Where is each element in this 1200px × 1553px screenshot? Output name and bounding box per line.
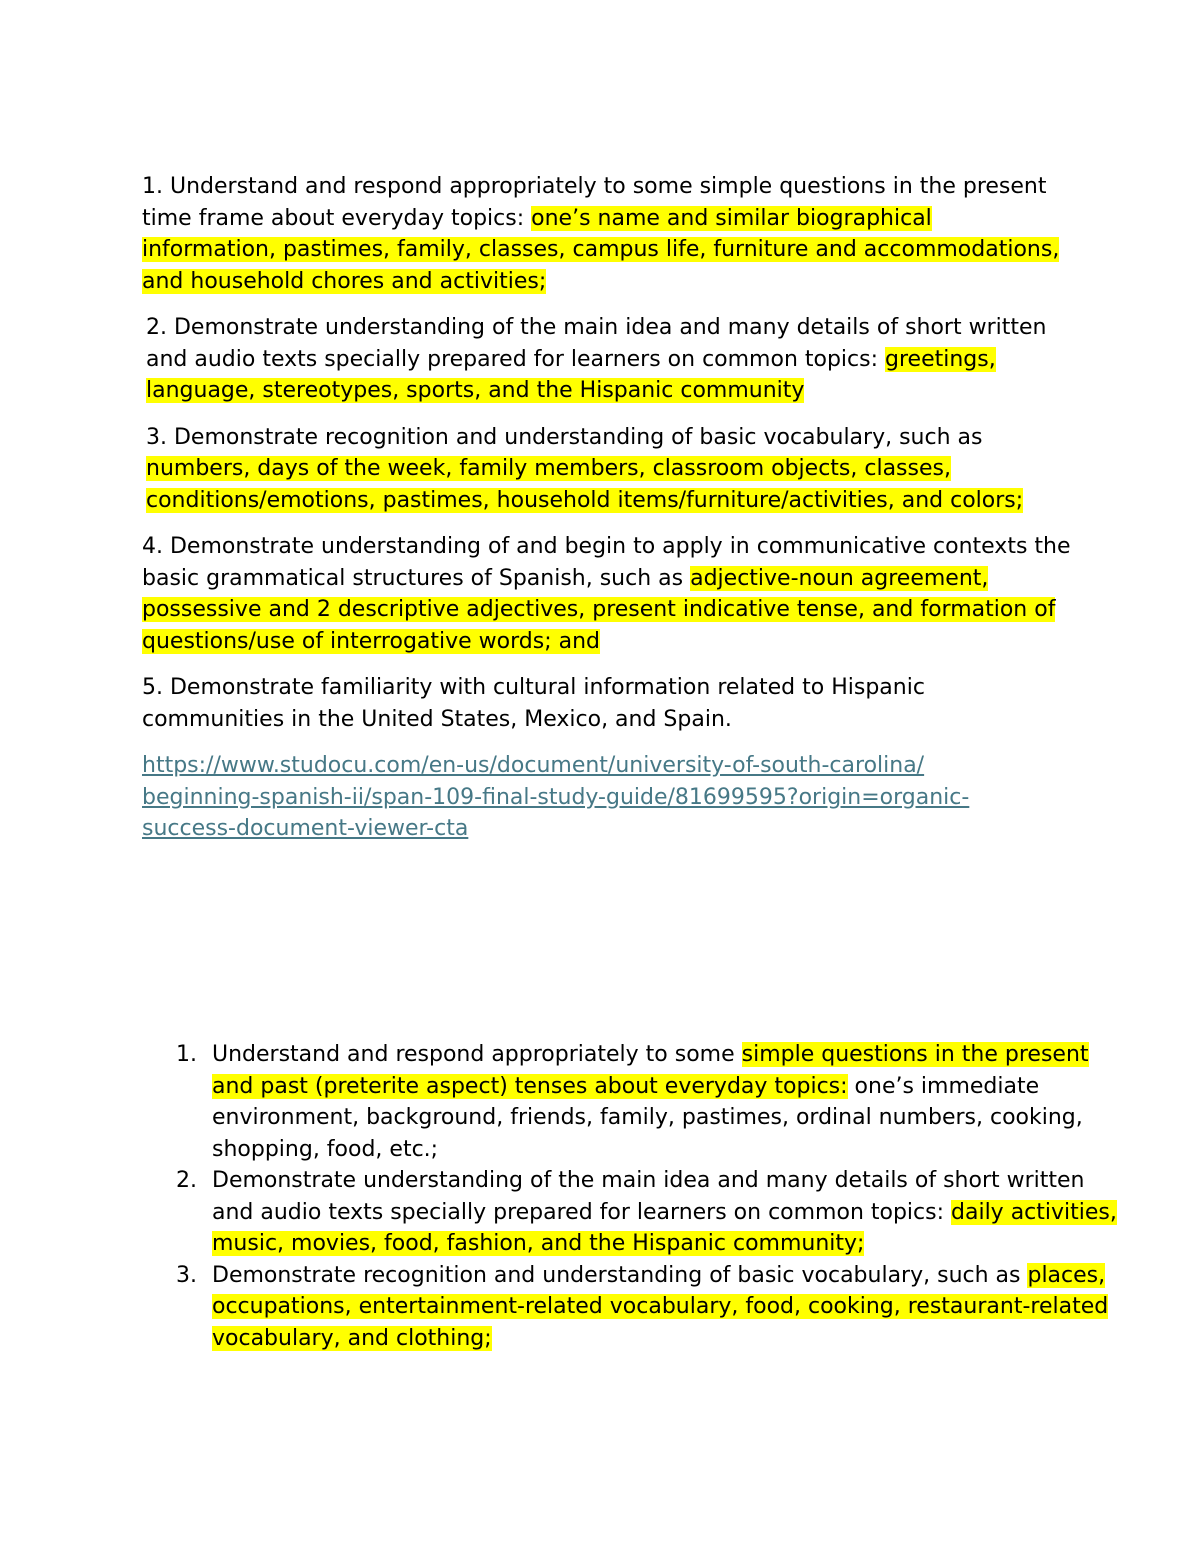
list-number: 2. [176, 1168, 197, 1193]
objective-3 [142, 422, 1072, 517]
source-link-line-2: beginning-spanish-ii/span-109-final-study-guide/81699595?origin=organic- [142, 784, 970, 810]
source-link-paragraph [142, 750, 1072, 845]
objective-4 [142, 531, 1072, 657]
objective-5 [142, 672, 1072, 735]
list-item [176, 1260, 1132, 1355]
objective-3-text: 3. Demonstrate recognition and understanding of basic vocabulary, such as [146, 424, 983, 450]
list-item-highlight: simple questions in the present and past (preterite aspect) tenses about everyday topics: [212, 1042, 1089, 1099]
source-link[interactable] [142, 753, 969, 841]
source-link-line-1: https://www.studocu.com/en-us/document/university-of-south-carolina/ [142, 753, 925, 778]
objective-2-highlight: greetings, language, stereotypes, sports, and the Hispanic community [146, 346, 996, 403]
objective-4-highlight: adjective-noun agreement, possessive and 2 descriptive adjectives, present indicative tense, and formation of questions/use of interrogative words; and [142, 565, 1056, 654]
list-item [176, 1165, 1132, 1260]
list-item-text: Demonstrate recognition and understanding of basic vocabulary, such as [212, 1262, 1028, 1288]
objective-2 [142, 312, 1072, 407]
objective-1 [142, 171, 1072, 297]
list-item-highlight: daily activities, music, movies, food, fashion, and the Hispanic community; [212, 1199, 1117, 1256]
list-item-text-after: one’s immediate environment, background, friends, family, pastimes, ordinal numbers, cooking, shopping, food, etc.; [212, 1073, 1083, 1162]
objective-5-text: 5. Demonstrate familiarity with cultural information related to Hispanic communities in the United States, Mexico, and Spain. [142, 675, 925, 732]
list-item-highlight: places, occupations, entertainment-related vocabulary, food, cooking, restaurant-related vocabulary, and clothing; [212, 1262, 1109, 1351]
list-number: 3. [176, 1262, 197, 1288]
section-one [142, 171, 1072, 860]
objective-1-highlight: one’s name and similar biographical information, pastimes, family, classes, campus life, furniture and accommodations, and household chores and activities; [142, 205, 1060, 294]
objective-1-text: 1. Understand and respond appropriately to some simple questions in the present time frame about everyday topics: [142, 174, 1047, 231]
section-two-list [142, 1039, 1132, 1354]
objective-3-highlight: numbers, days of the week, family members, classroom objects, classes, conditions/emotions, pastimes, household items/furniture/activities, and colors; [146, 456, 1024, 513]
list-item-text: Demonstrate understanding of the main idea and many details of short written and audio texts specially prepared for learners on common topics: [212, 1168, 1085, 1225]
list-item [176, 1039, 1132, 1165]
objective-4-text: 4. Demonstrate understanding of and begin to apply in communicative contexts the basic grammatical structures of Spanish, such as [142, 534, 1071, 591]
source-link-line-3: success-document-viewer-cta [142, 816, 469, 841]
objective-2-text: 2. Demonstrate understanding of the main idea and many details of short written and audio texts specially prepared for learners on common topics: [146, 315, 1047, 372]
list-item-text: Understand and respond appropriately to some [212, 1042, 742, 1067]
list-number: 1. [176, 1042, 197, 1067]
